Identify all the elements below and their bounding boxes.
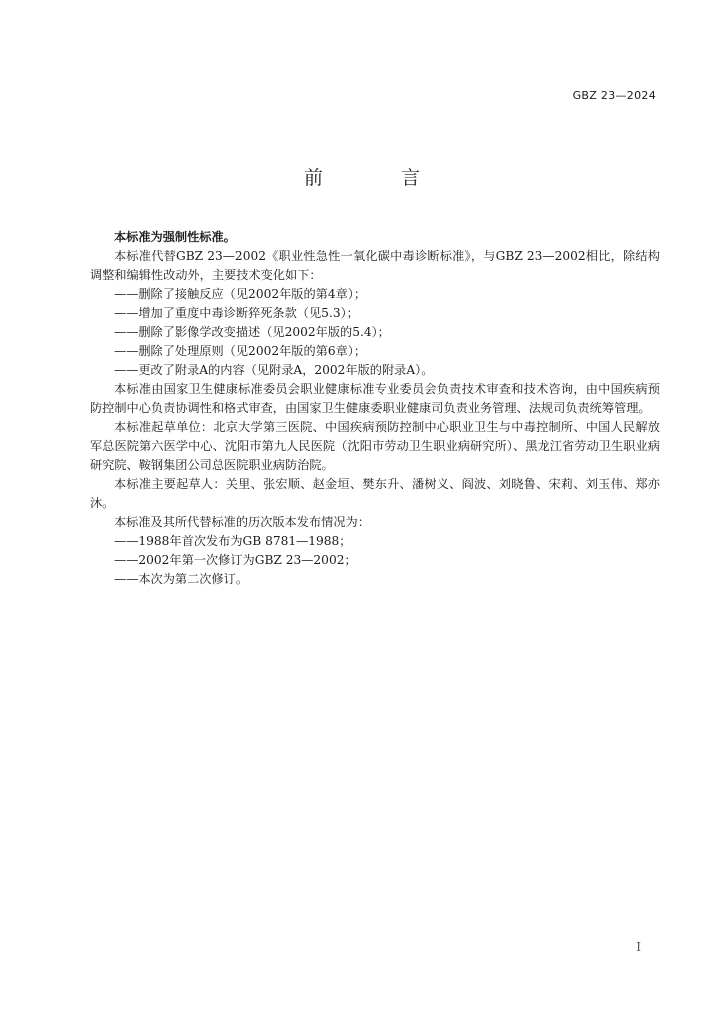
change-item: ——删除了影像学改变描述（见2002年版的5.4）；	[114, 325, 390, 339]
history-item: ——2002年第一次修订为GBZ 23—2002；	[114, 553, 357, 567]
history-item: ——本次为第二次修订。	[114, 572, 249, 586]
history-intro: 本标准及其所代替标准的历次版本发布情况为：	[114, 515, 370, 529]
change-item: ——更改了附录A的内容（见附录A，2002年版的附录A）。	[114, 363, 434, 377]
page-number: I	[636, 940, 641, 954]
page-title: 前 言	[303, 167, 457, 189]
change-item: ——删除了处理原则（见2002年版的第6章）；	[114, 344, 367, 358]
change-item: ——删除了接触反应（见2002年版的第4章）；	[114, 287, 367, 301]
standard-code: GBZ 23—2024	[572, 89, 656, 102]
mandatory-statement: 本标准为强制性标准。	[114, 230, 236, 244]
review-paragraph: 本标准由国家卫生健康标准委员会职业健康标准专业委员会负责技术审查和技术咨询，由中国疾病预防控制中心负责协调性和格式审查，由国家卫生健康委职业健康司负责业务管理、法规司负责统筹管理。	[90, 382, 660, 415]
foreword-body	[90, 228, 660, 589]
change-item: ——增加了重度中毒诊断猝死条款（见5.3）；	[114, 306, 359, 320]
drafting-units-paragraph: 本标准起草单位：北京大学第三医院、中国疾病预防控制中心职业卫生与中毒控制所、中国人民解放军总医院第六医学中心、沈阳市第九人民医院（沈阳市劳动卫生职业病研究所）、黑龙江省劳动卫生职业病研究院、鞍钢集团公司总医院职业病防治院。	[90, 420, 660, 472]
history-item: ——1988年首次发布为GB 8781—1988；	[114, 534, 352, 548]
drafters-paragraph: 本标准主要起草人：关里、张宏顺、赵金垣、樊东升、潘树义、阎波、刘晓鲁、宋莉、刘玉伟、郑亦沐。	[90, 477, 660, 510]
replacement-paragraph: 本标准代替GBZ 23—2002《职业性急性一氧化碳中毒诊断标准》，与GBZ 23—2002相比，除结构调整和编辑性改动外，主要技术变化如下：	[90, 249, 660, 282]
